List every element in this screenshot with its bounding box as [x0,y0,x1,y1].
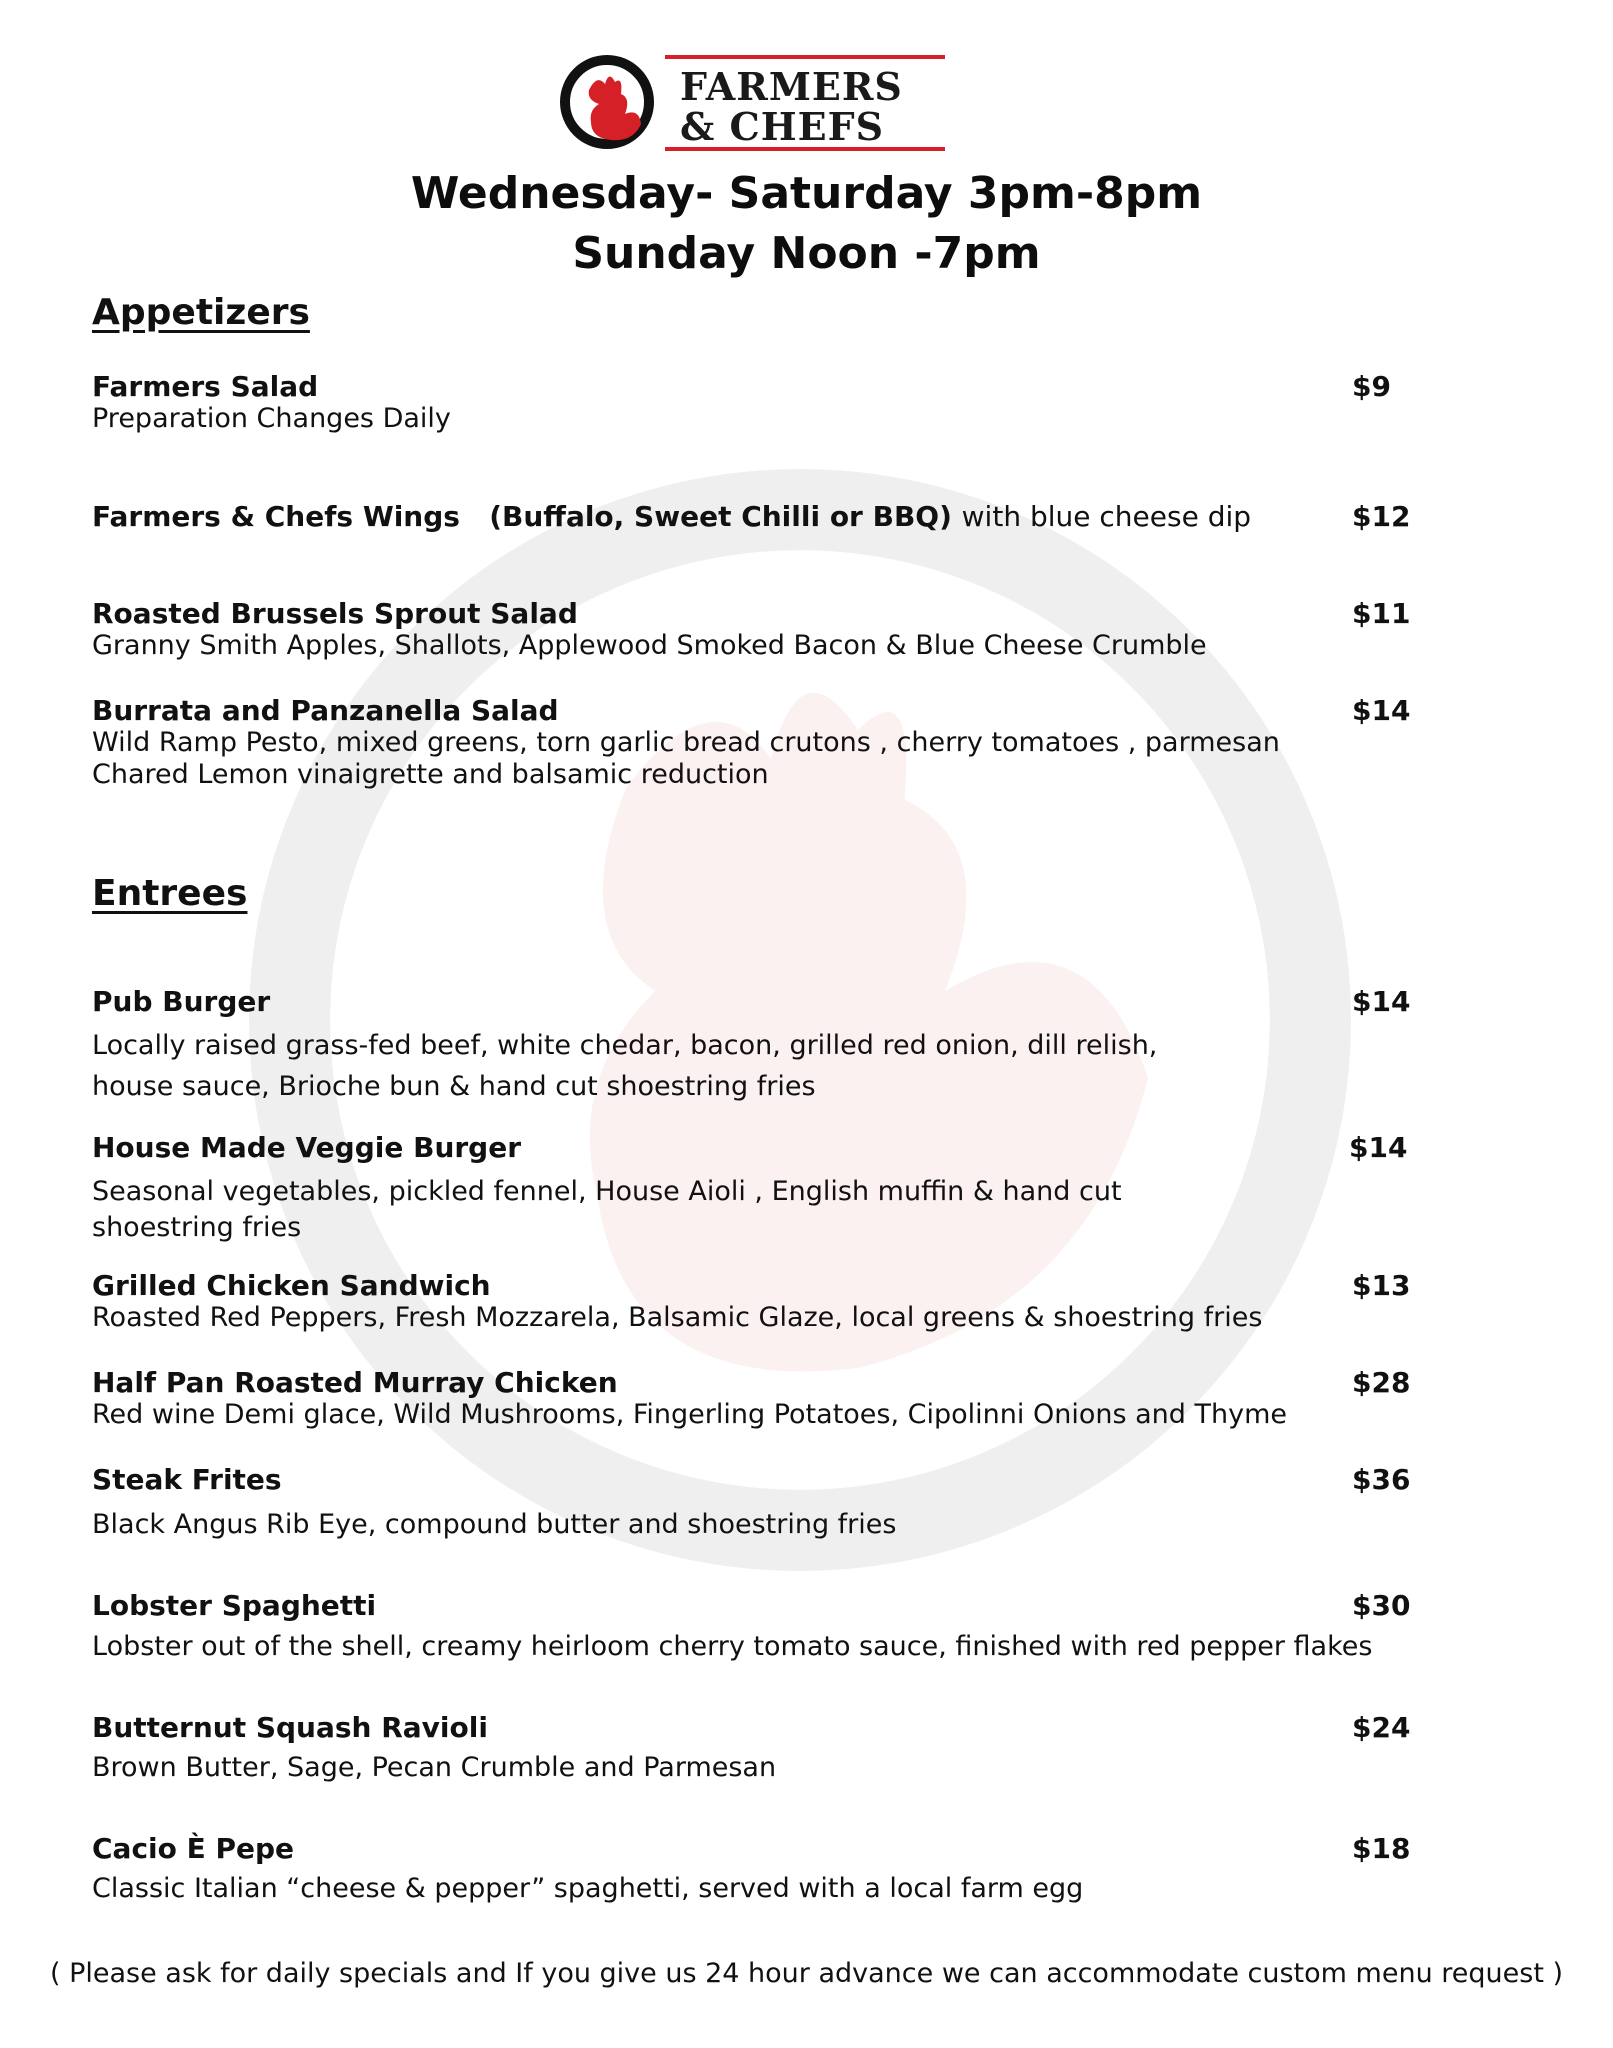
section-appetizers: Appetizers [92,292,310,333]
menu-item-desc: Wild Ramp Pesto, mixed greens, torn garlic bread crutons , cherry tomatoes , parmesan [92,727,1280,758]
logo-text-farmers: FARMERS [680,64,903,109]
hours-weekday: Wednesday- Saturday 3pm-8pm [410,168,1203,219]
menu-item-name: Pub Burger [92,985,271,1018]
menu-item-name: House Made Veggie Burger [92,1131,522,1164]
menu-item-desc: Red wine Demi glace, Wild Mushrooms, Fingerling Potatoes, Cipolinni Onions and Thyme [92,1399,1287,1430]
menu-item-price: $18 [1352,1832,1411,1865]
menu-item-desc: house sauce, Brioche bun & hand cut shoestring fries [92,1071,816,1102]
menu-item-desc: Roasted Red Peppers, Fresh Mozzarela, Balsamic Glaze, local greens & shoestring fries [92,1302,1263,1333]
menu-item-desc: Classic Italian “cheese & pepper” spaghetti, served with a local farm egg [92,1873,1084,1904]
menu-item-name: Steak Frites [92,1463,282,1496]
menu-item-name: Burrata and Panzanella Salad [92,694,559,727]
logo-text-chefs: & CHEFS [680,104,885,149]
menu-item-price: $13 [1352,1269,1411,1302]
menu-item-desc: shoestring fries [92,1212,302,1243]
menu-item-price: $12 [1352,500,1411,533]
menu-item-price: $24 [1352,1711,1411,1744]
section-entrees: Entrees [92,873,248,914]
menu-item-price: $14 [1352,694,1411,727]
menu-item-name: Lobster Spaghetti [92,1589,377,1622]
menu-item-name-main: Farmers & Chefs Wings [92,500,460,533]
menu-item-price: $28 [1352,1366,1411,1399]
menu-item-desc: Preparation Changes Daily [92,403,451,434]
menu-item-options: (Buffalo, Sweet Chilli or BBQ) [489,500,952,533]
menu-item-desc: Seasonal vegetables, pickled fennel, House Aioli , English muffin & hand cut [92,1176,1122,1207]
hours-sunday: Sunday Noon -7pm [572,228,1041,279]
menu-item-price: $14 [1352,985,1411,1018]
menu-item-price: $11 [1352,597,1411,630]
menu-item-price: $36 [1352,1463,1411,1496]
menu-item-name: Grilled Chicken Sandwich [92,1269,491,1302]
rooster-icon [589,76,641,140]
menu-item-desc: Black Angus Rib Eye, compound butter and shoestring fries [92,1509,897,1540]
menu-item-desc: Locally raised grass-fed beef, white chedar, bacon, grilled red onion, dill relish, [92,1030,1158,1061]
menu-item-desc: Chared Lemon vinaigrette and balsamic reduction [92,759,769,790]
menu-item-price: $30 [1352,1589,1411,1622]
menu-item-name [92,500,1251,533]
menu-item-desc: Granny Smith Apples, Shallots, Applewood Smoked Bacon & Blue Cheese Crumble [92,630,1207,661]
menu-item-side: with blue cheese dip [961,500,1252,533]
menu-item-name: Cacio È Pepe [92,1832,295,1865]
menu-item-name: Farmers Salad [92,370,319,403]
menu-item-desc: Lobster out of the shell, creamy heirloom cherry tomato sauce, finished with red pepper flakes [92,1631,1373,1662]
menu-item-price: $14 [1349,1131,1408,1164]
menu-item-name: Roasted Brussels Sprout Salad [92,597,578,630]
menu-item-name: Butternut Squash Ravioli [92,1711,488,1744]
menu-item-price: $9 [1352,370,1391,403]
menu-item-name: Half Pan Roasted Murray Chicken [92,1366,618,1399]
footer-note: ( Please ask for daily specials and If you give us 24 hour advance we can accommodate custom menu request ) [49,1958,1564,1989]
menu-item-desc: Brown Butter, Sage, Pecan Crumble and Parmesan [92,1752,777,1783]
